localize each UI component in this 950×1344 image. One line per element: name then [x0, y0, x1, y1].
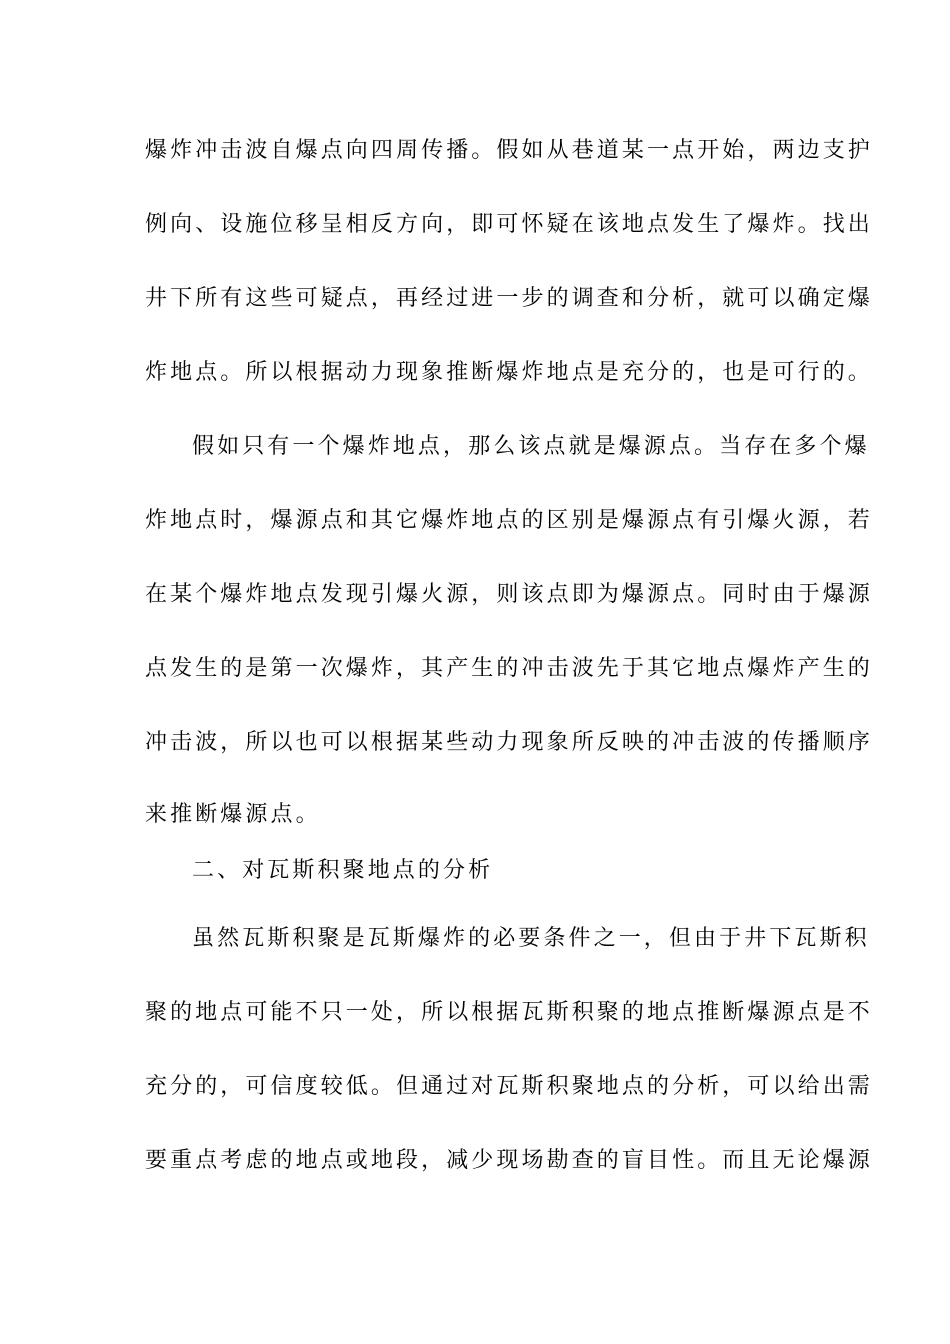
paragraph-2-line-3: 在某个爆炸地点发现引爆火源，则该点即为爆源点。同时由于爆源 [145, 582, 873, 607]
paragraph-3-line-3: 充分的，可信度较低。但通过对瓦斯积聚地点的分析，可以给出需 [145, 1074, 873, 1099]
paragraph-2-line-1: 假如只有一个爆炸地点，那么该点就是爆源点。当存在多个爆 [192, 434, 870, 459]
paragraph-2-line-5: 冲击波，所以也可以根据某些动力现象所反映的冲击波的传播顺序 [145, 730, 873, 755]
paragraph-1-line-4: 炸地点。所以根据动力现象推断爆炸地点是充分的，也是可行的。 [145, 360, 873, 385]
section-heading: 二、对瓦斯积聚地点的分析 [192, 858, 494, 883]
paragraph-1-line-3: 井下所有这些可疑点，再经过进一步的调查和分析，就可以确定爆 [145, 286, 873, 311]
paragraph-1-line-1: 爆炸冲击波自爆点向四周传播。假如从巷道某一点开始，两边支护 [145, 138, 873, 163]
paragraph-2-line-2: 炸地点时，爆源点和其它爆炸地点的区别是爆源点有引爆火源，若 [145, 508, 873, 533]
paragraph-3-line-2: 聚的地点可能不只一处，所以根据瓦斯积聚的地点推断爆源点是不 [145, 1000, 873, 1025]
paragraph-2-line-6: 来推断爆源点。 [145, 802, 321, 827]
paragraph-1-line-2: 例向、设施位移呈相反方向，即可怀疑在该地点发生了爆炸。找出 [145, 212, 873, 237]
paragraph-3-line-1: 虽然瓦斯积聚是瓦斯爆炸的必要条件之一，但由于井下瓦斯积 [192, 926, 870, 951]
paragraph-3-line-4: 要重点考虑的地点或地段，减少现场勘查的盲目性。而且无论爆源 [145, 1148, 873, 1173]
paragraph-2-line-4: 点发生的是第一次爆炸，其产生的冲击波先于其它地点爆炸产生的 [145, 656, 873, 681]
